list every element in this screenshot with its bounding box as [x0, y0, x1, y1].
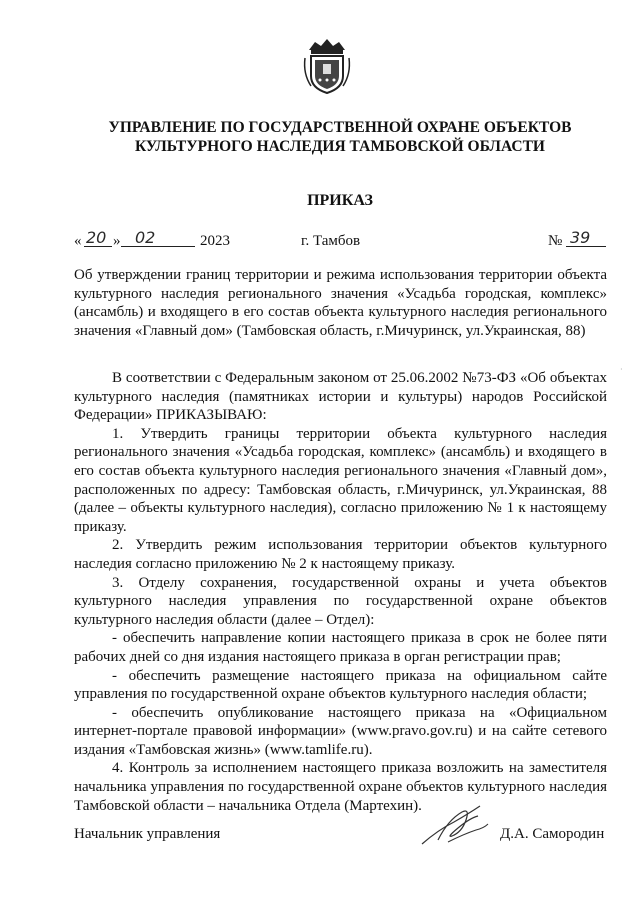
document-body	[74, 369, 607, 815]
date-day: 20	[86, 228, 107, 247]
item-3b-paragraph: - обеспечить размещение настоящего приказа на официальном сайте управления по государственной охране объектов культурного наследия области;	[74, 667, 607, 703]
document-type: ПРИКАЗ	[307, 192, 373, 209]
date-quote-open: «	[74, 233, 82, 249]
coat-of-arms-icon	[301, 36, 353, 96]
document-city: г. Тамбов	[301, 233, 361, 249]
document-number-label: №	[548, 233, 563, 249]
item-2-paragraph: 2. Утвердить режим использования территории объектов культурного наследия согласно приложению № 2 к настоящему приказу.	[74, 537, 607, 572]
handwritten-signature-icon	[418, 800, 498, 850]
date-quote-close: »	[113, 233, 121, 249]
org-title-line2: КУЛЬТУРНОГО НАСЛЕДИЯ ТАМБОВСКОЙ ОБЛАСТИ	[135, 138, 545, 155]
date-year: 2023	[200, 233, 230, 249]
document-subject	[74, 266, 607, 340]
item-1-paragraph: 1. Утвердить границы территории объекта культурного наследия регионального значения «Усадьба городская, комплекс» (ансамбль) и входящего в его состав объекта культурного наследия регионального значения «Главный дом», расположенных по адресу: Тамбовская область, г.Мичуринск, ул.Украинская, 88 (далее – объекты культурного наследия), согласно приложению № 1 к настоящему приказу.	[74, 425, 607, 535]
preamble-paragraph: В соответствии с Федеральным законом от 25.06.2002 №73-ФЗ «Об объектах культурного наследия (памятниках истории и культуры) народов Российской Федерации» ПРИКАЗЫВАЮ:	[74, 370, 607, 424]
subject-text: Об утверждении границ территории и режима использования территории объекта культурного наследия регионального значения «Усадьба городская, комплекс» (ансамбль) и входящего в его состав объекта культурного наследия регионального значения «Главный дом» (Тамбовская область, г.Мичуринск, ул.Украинская, 88)	[74, 267, 607, 339]
signatory-position: Начальник управления	[74, 826, 221, 842]
date-day-line	[84, 246, 112, 247]
item-4-paragraph: 4. Контроль за исполнением настоящего приказа возложить на заместителя начальника управления по государственной охране объектов культурного наследия Тамбовской области – начальника Отдела (Мартехин).	[74, 760, 607, 814]
item-3c-paragraph: - обеспечить опубликование настоящего приказа на «Официальном интернет-портале правовой информации» (www.pravo.gov.ru) и на сайте сетевого издания «Тамбовская жизнь» (www.tamlife.ru).	[74, 704, 607, 758]
date-month: 02	[135, 228, 156, 247]
document-number-line	[566, 246, 606, 247]
signatory-name: Д.А. Самородин	[500, 826, 605, 842]
item-3a-paragraph: - обеспечить направление копии настоящего приказа в срок не более пяти рабочих дней со дня издания настоящего приказа в орган регистрации прав;	[74, 630, 607, 665]
margin-mark: ·	[620, 365, 623, 374]
organization-title	[40, 118, 640, 156]
item-3-paragraph: 3. Отделу сохранения, государственной охраны и учета объектов культурного наследия управления по государственной охране объектов культурного наследия области (далее – Отдел):	[74, 574, 607, 628]
org-title-line1: УПРАВЛЕНИЕ ПО ГОСУДАРСТВЕННОЙ ОХРАНЕ ОБЪЕКТОВ	[108, 119, 572, 136]
date-month-line	[121, 246, 195, 247]
document-number: 39	[570, 228, 591, 247]
